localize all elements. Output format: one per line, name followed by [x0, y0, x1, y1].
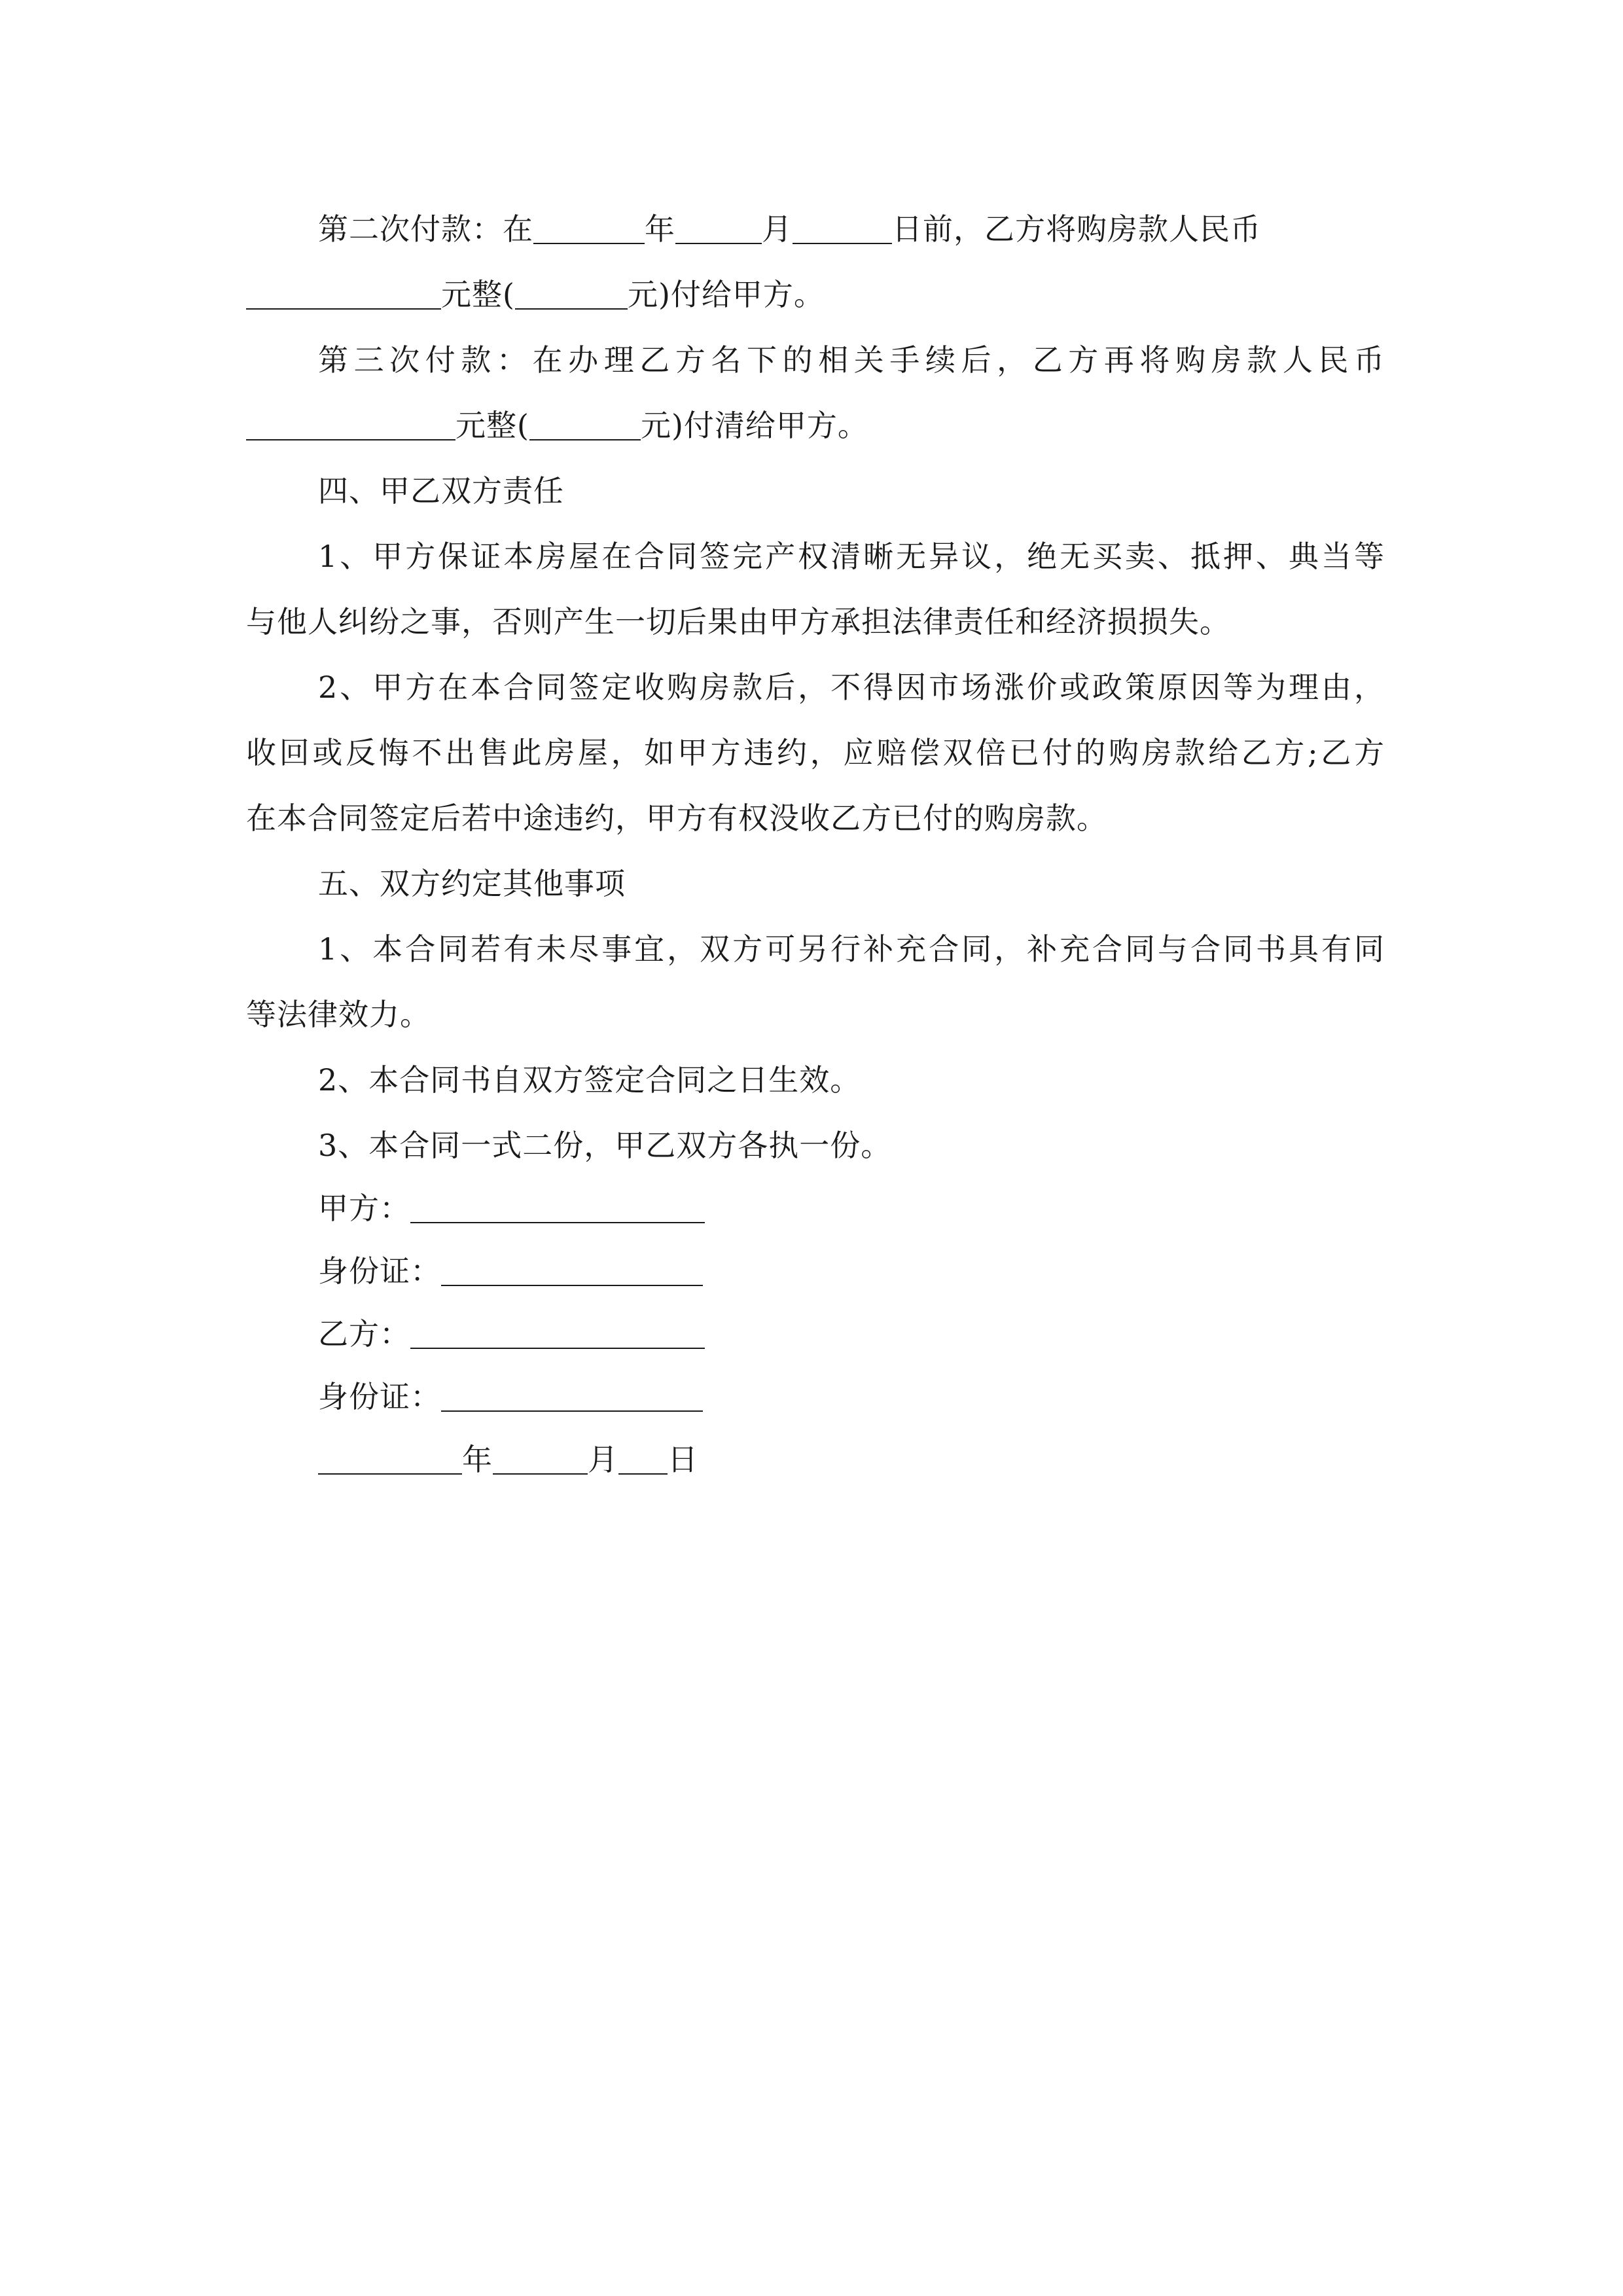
- section5-heading: 五、双方约定其他事项: [318, 866, 626, 901]
- payment2-amount-words-blank: [246, 278, 441, 310]
- party-b-id-line: [318, 1364, 1457, 1429]
- section4-item2-line3: 在本合同签定后若中途违约，甲方有权没收乙方已付的购房款。: [246, 800, 1107, 836]
- payment3-line1: 第三次付款：在办理乙方名下的相关手续后，乙方再将购房款人民币: [318, 342, 1385, 378]
- section4-item2-line1: 2、甲方在本合同签定收购房款后，不得因市场涨价或政策原因等为理由，: [318, 670, 1385, 705]
- payment2-line1: [318, 196, 1385, 262]
- section4-item1-line2: 与他人纠纷之事，否则产生一切后果由甲方承担法律责任和经济损损失。: [246, 604, 1230, 639]
- payment2-prefix: 第二次付款：在: [318, 211, 533, 247]
- party-b-id-blank: [441, 1380, 703, 1412]
- payment2-line2: [246, 262, 1385, 327]
- party-a-blank: [410, 1192, 705, 1223]
- date-year-label: 年: [462, 1442, 493, 1477]
- party-a-signature-line: [318, 1175, 1457, 1241]
- party-b-signature-line: [318, 1301, 1457, 1367]
- section5-item1-line2: 等法律效力。: [246, 997, 431, 1032]
- payment2-month-label: 月: [762, 211, 793, 247]
- payment3-amount-figures-blank: [529, 409, 641, 440]
- section4-heading: 四、甲乙双方责任: [318, 473, 564, 509]
- payment2-suffix: 日前，乙方将购房款人民币: [892, 211, 1261, 247]
- payment2-yuan-figures: 元)付给甲方。: [627, 277, 825, 312]
- date-month-label: 月: [588, 1442, 618, 1477]
- payment2-day-blank: [793, 213, 892, 244]
- party-a-id-label: 身份证：: [318, 1253, 441, 1289]
- payment2-year-label: 年: [645, 211, 675, 247]
- section5-item3: 3、本合同一式二份，甲乙双方各执一份。: [318, 1128, 892, 1163]
- payment3-line2: [246, 393, 1385, 458]
- party-a-label: 甲方：: [318, 1191, 410, 1226]
- date-year-blank: [318, 1443, 462, 1475]
- payment2-year-blank: [533, 213, 645, 244]
- payment2-yuan-words: 元整(: [441, 277, 515, 312]
- payment3-yuan-figures: 元)付清给甲方。: [640, 408, 868, 443]
- section5-item1-line1: 1、本合同若有未尽事宜，双方可另行补充合同，补充合同与合同书具有同: [318, 931, 1385, 967]
- date-day-label: 日: [668, 1442, 698, 1477]
- payment2-month-blank: [675, 213, 762, 244]
- signature-date-line: [318, 1427, 1457, 1492]
- section4-item1-line1: 1、甲方保证本房屋在合同签完产权清晰无异议，绝无买卖、抵押、典当等: [318, 539, 1385, 574]
- party-a-id-line: [318, 1238, 1457, 1304]
- section5-item2: 2、本合同书自双方签定合同之日生效。: [318, 1062, 861, 1098]
- payment3-amount-words-blank: [246, 409, 455, 440]
- payment3-yuan-words: 元整(: [455, 408, 529, 443]
- section4-item2-line2: 收回或反悔不出售此房屋，如甲方违约，应赔偿双倍已付的购房款给乙方;乙方: [246, 735, 1385, 770]
- date-day-blank: [618, 1443, 668, 1475]
- party-b-id-label: 身份证：: [318, 1379, 441, 1414]
- payment2-amount-figures-blank: [515, 278, 628, 310]
- party-b-label: 乙方：: [318, 1316, 410, 1352]
- party-b-blank: [410, 1318, 705, 1349]
- party-a-id-blank: [441, 1255, 703, 1286]
- date-month-blank: [493, 1443, 588, 1475]
